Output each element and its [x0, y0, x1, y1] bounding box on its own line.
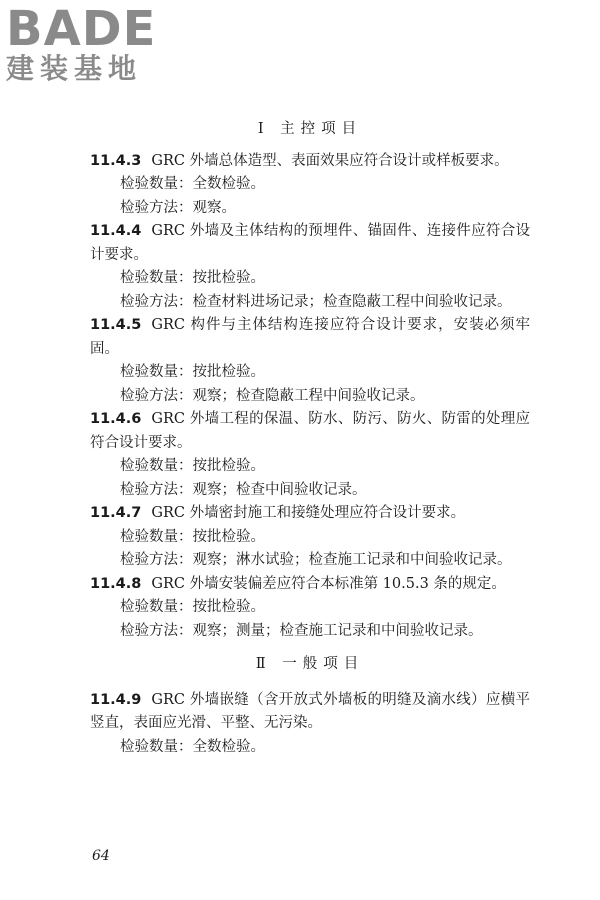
clause-11-4-6 [90, 408, 530, 455]
inspection-quantity: 检验数量：按批检验。 [120, 528, 265, 545]
inspection-quantity: 检验数量：按批检验。 [120, 458, 265, 474]
inspection-quantity: 检验数量：全数检验。 [120, 176, 265, 192]
inspection-quantity: 检验数量：按批检验。 [120, 364, 265, 380]
logo-subtitle: 建装基地 [6, 52, 143, 85]
clause-11-4-4 [90, 220, 530, 267]
clause-text: GRC 外墙总体造型、表面效果应符合设计或样板要求。 [151, 152, 509, 169]
inspection-method: 检验方法：观察；测量；检查施工记录和中间验收记录。 [120, 622, 483, 639]
clause-number: 11.4.9 [90, 691, 142, 708]
clause-text: GRC 构件与主体结构连接应符合设计要求，安装必须牢固。 [90, 317, 530, 357]
logo-brand: BADE [6, 1, 157, 57]
clause-text: GRC 外墙及主体结构的预埋件、锚固件、连接件应符合设计要求。 [90, 223, 530, 263]
clause-text: GRC 外墙嵌缝（含开放式外墙板的明缝及滴水线）应横平竖直，表面应光滑、平整、无污染。 [90, 691, 530, 731]
page-number: 64 [92, 848, 110, 864]
clause-number: 11.4.8 [90, 575, 142, 592]
inspection-quantity: 检验数量：按批检验。 [120, 270, 265, 286]
inspection-method: 检验方法：检查材料进场记录；检查隐蔽工程中间验收记录。 [120, 293, 512, 310]
inspection-quantity: 检验数量：全数检验。 [120, 738, 265, 755]
section-heading-general: Ⅱ 一般项目 [255, 656, 365, 672]
inspection-quantity: 检验数量：按批检验。 [120, 599, 265, 615]
inspection-method: 检验方法：观察。 [120, 199, 236, 216]
page-content [90, 118, 530, 759]
clause-11-4-8 [90, 573, 530, 597]
inspection-method: 检验方法：观察；检查中间验收记录。 [120, 481, 367, 498]
clause-11-4-3 [90, 150, 530, 174]
section-heading-main-control: Ⅰ 主控项目 [257, 121, 363, 137]
inspection-method: 检验方法：观察；检查隐蔽工程中间验收记录。 [120, 387, 425, 404]
logo [6, 1, 157, 86]
clause-text: GRC 外墙密封施工和接缝处理应符合设计要求。 [151, 505, 466, 521]
clause-11-4-9 [90, 689, 530, 736]
clause-number: 11.4.4 [90, 223, 142, 239]
clause-11-4-5 [90, 314, 530, 361]
clause-number: 11.4.3 [90, 152, 142, 169]
clause-text: GRC 外墙安装偏差应符合本标准第 10.5.3 条的规定。 [151, 575, 506, 592]
clause-11-4-7 [90, 502, 530, 526]
clause-number: 11.4.6 [90, 411, 142, 427]
clause-number: 11.4.7 [90, 505, 142, 521]
clause-text: GRC 外墙工程的保温、防水、防污、防火、防雷的处理应符合设计要求。 [90, 411, 530, 451]
inspection-method: 检验方法：观察；淋水试验；检查施工记录和中间验收记录。 [120, 552, 512, 568]
clause-number: 11.4.5 [90, 317, 142, 333]
